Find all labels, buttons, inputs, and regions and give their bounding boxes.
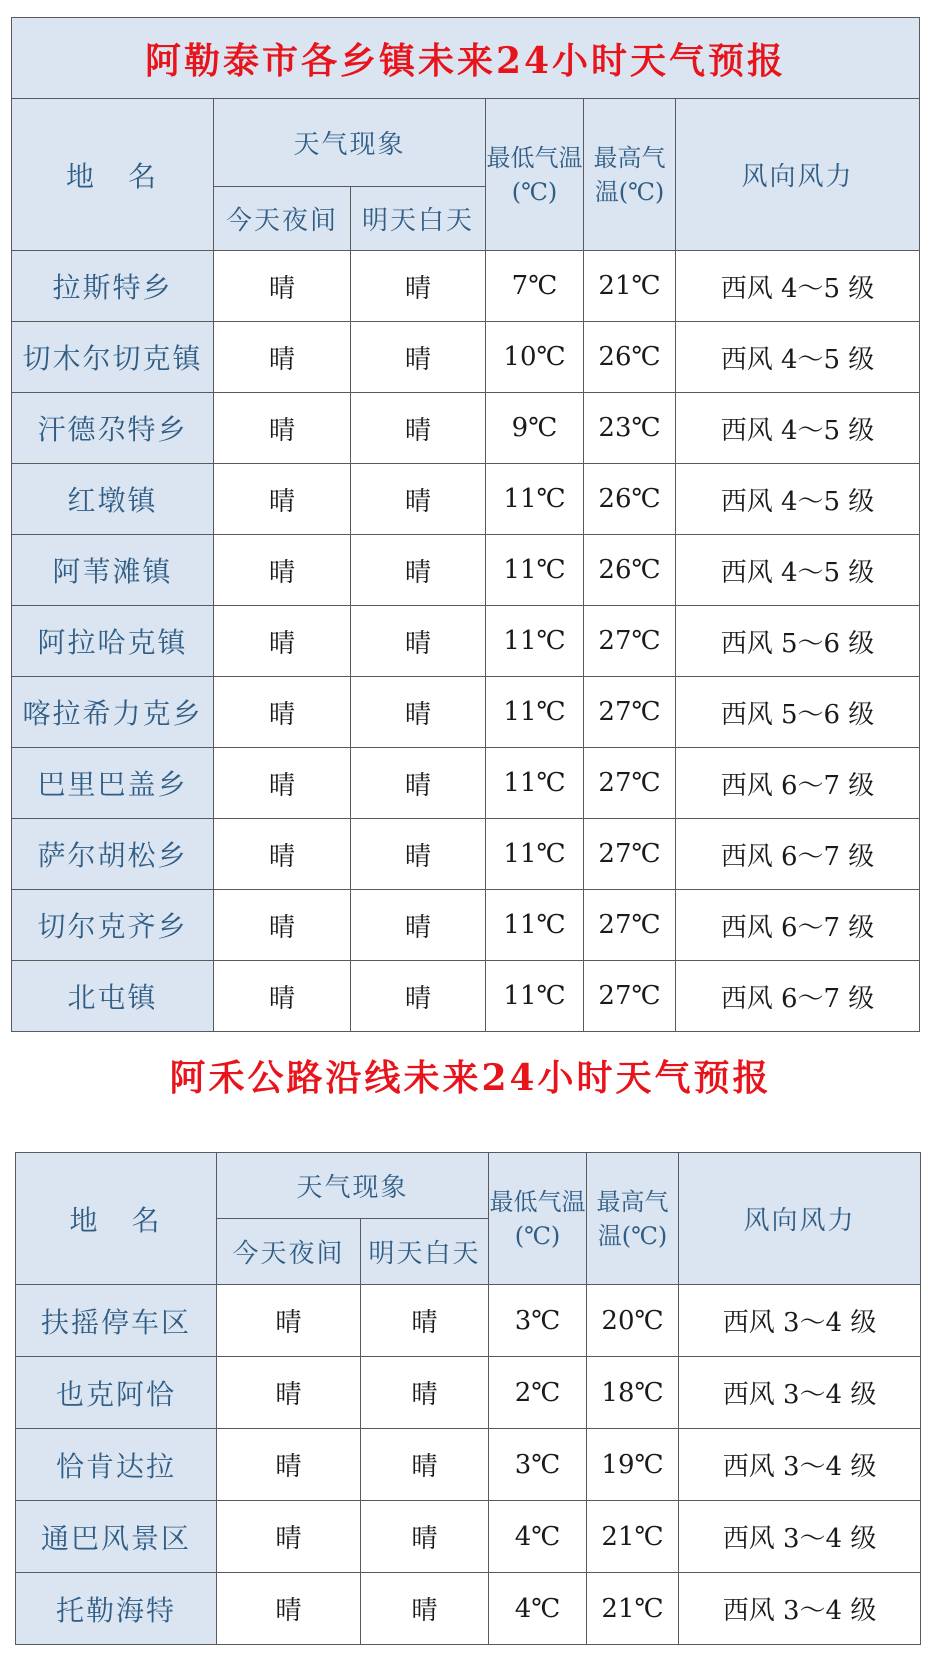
wind-cell: 西风 6～7 级	[676, 890, 920, 961]
place-name-cell: 阿苇滩镇	[12, 535, 214, 606]
min-temp-cell: 11℃	[486, 677, 584, 748]
tomorrow-weather-cell: 晴	[351, 464, 486, 535]
header-place: 地 名	[12, 99, 214, 251]
tomorrow-weather-cell: 晴	[351, 393, 486, 464]
table-row	[12, 251, 920, 322]
wind-cell: 西风 6～7 级	[676, 961, 920, 1032]
tonight-weather-cell: 晴	[217, 1285, 361, 1357]
table-row	[16, 1357, 921, 1429]
highway-forecast-title: 阿禾公路沿线未来24小时天气预报	[169, 1057, 772, 1099]
place-name-cell: 通巴风景区	[16, 1501, 217, 1573]
min-temp-cell: 11℃	[486, 606, 584, 677]
max-temp-cell: 26℃	[584, 322, 676, 393]
wind-cell: 西风 3～4 级	[679, 1501, 921, 1573]
township-forecast-table	[11, 17, 920, 1032]
place-name-cell: 萨尔胡松乡	[12, 819, 214, 890]
tonight-weather-cell: 晴	[214, 535, 351, 606]
min-temp-cell: 9℃	[486, 393, 584, 464]
tonight-weather-cell: 晴	[214, 890, 351, 961]
wind-cell: 西风 6～7 级	[676, 819, 920, 890]
place-name-cell: 北屯镇	[12, 961, 214, 1032]
wind-cell: 西风 3～4 级	[679, 1429, 921, 1501]
place-name-cell: 喀拉希力克乡	[12, 677, 214, 748]
tonight-weather-cell: 晴	[214, 819, 351, 890]
header-min-temp: 最低气温(℃)	[486, 99, 584, 251]
min-temp-cell: 4℃	[489, 1501, 587, 1573]
place-name-cell: 切尔克齐乡	[12, 890, 214, 961]
header-weather: 天气现象	[217, 1153, 489, 1219]
table-row	[16, 1573, 921, 1645]
table-row	[12, 677, 920, 748]
highway-rows	[16, 1285, 921, 1645]
max-temp-cell: 26℃	[584, 464, 676, 535]
wind-cell: 西风 4～5 级	[676, 251, 920, 322]
wind-cell: 西风 3～4 级	[679, 1285, 921, 1357]
max-temp-cell: 18℃	[587, 1357, 679, 1429]
table-row	[12, 890, 920, 961]
place-name-cell: 红墩镇	[12, 464, 214, 535]
wind-cell: 西风 5～6 级	[676, 606, 920, 677]
tonight-weather-cell: 晴	[217, 1357, 361, 1429]
min-temp-cell: 4℃	[489, 1573, 587, 1645]
min-temp-cell: 11℃	[486, 961, 584, 1032]
wind-cell: 西风 4～5 级	[676, 393, 920, 464]
header-place: 地 名	[16, 1153, 217, 1285]
table-row	[12, 322, 920, 393]
table-row	[16, 1501, 921, 1573]
table-row	[12, 464, 920, 535]
header-tonight: 今天夜间	[214, 187, 351, 251]
tomorrow-weather-cell: 晴	[351, 819, 486, 890]
tonight-weather-cell: 晴	[214, 322, 351, 393]
min-temp-cell: 11℃	[486, 748, 584, 819]
max-temp-cell: 27℃	[584, 748, 676, 819]
wind-cell: 西风 4～5 级	[676, 464, 920, 535]
tomorrow-weather-cell: 晴	[361, 1357, 489, 1429]
tomorrow-weather-cell: 晴	[361, 1429, 489, 1501]
wind-cell: 西风 4～5 级	[676, 535, 920, 606]
wind-cell: 西风 3～4 级	[679, 1357, 921, 1429]
header-max-temp: 最高气温(℃)	[584, 99, 676, 251]
place-name-cell: 切木尔切克镇	[12, 322, 214, 393]
tomorrow-weather-cell: 晴	[361, 1573, 489, 1645]
tonight-weather-cell: 晴	[214, 251, 351, 322]
place-name-cell: 拉斯特乡	[12, 251, 214, 322]
table-row	[12, 393, 920, 464]
place-name-cell: 托勒海特	[16, 1573, 217, 1645]
place-name-cell: 也克阿恰	[16, 1357, 217, 1429]
wind-cell: 西风 6～7 级	[676, 748, 920, 819]
max-temp-cell: 20℃	[587, 1285, 679, 1357]
max-temp-cell: 27℃	[584, 961, 676, 1032]
table-row	[12, 748, 920, 819]
max-temp-cell: 27℃	[584, 890, 676, 961]
min-temp-cell: 3℃	[489, 1429, 587, 1501]
place-name-cell: 阿拉哈克镇	[12, 606, 214, 677]
tomorrow-weather-cell: 晴	[351, 890, 486, 961]
max-temp-cell: 27℃	[584, 677, 676, 748]
header-tomorrow-day: 明天白天	[361, 1219, 489, 1285]
max-temp-cell: 21℃	[587, 1573, 679, 1645]
wind-cell: 西风 4～5 级	[676, 322, 920, 393]
tonight-weather-cell: 晴	[217, 1429, 361, 1501]
tomorrow-weather-cell: 晴	[351, 748, 486, 819]
table-title: 阿勒泰市各乡镇未来24小时天气预报	[12, 18, 920, 99]
header-max-temp: 最高气温(℃)	[587, 1153, 679, 1285]
wind-cell: 西风 3～4 级	[679, 1573, 921, 1645]
min-temp-cell: 7℃	[486, 251, 584, 322]
max-temp-cell: 27℃	[584, 606, 676, 677]
tomorrow-weather-cell: 晴	[361, 1285, 489, 1357]
township-rows	[12, 251, 920, 1032]
tomorrow-weather-cell: 晴	[351, 606, 486, 677]
highway-forecast-table	[15, 1152, 921, 1645]
header-wind: 风向风力	[679, 1153, 921, 1285]
tonight-weather-cell: 晴	[217, 1501, 361, 1573]
tonight-weather-cell: 晴	[214, 961, 351, 1032]
place-name-cell: 巴里巴盖乡	[12, 748, 214, 819]
min-temp-cell: 11℃	[486, 890, 584, 961]
max-temp-cell: 23℃	[584, 393, 676, 464]
table-row	[16, 1285, 921, 1357]
tomorrow-weather-cell: 晴	[361, 1501, 489, 1573]
min-temp-cell: 10℃	[486, 322, 584, 393]
table-row	[12, 819, 920, 890]
tonight-weather-cell: 晴	[214, 677, 351, 748]
table-row	[12, 961, 920, 1032]
max-temp-cell: 19℃	[587, 1429, 679, 1501]
max-temp-cell: 21℃	[584, 251, 676, 322]
table-row	[12, 535, 920, 606]
tomorrow-weather-cell: 晴	[351, 677, 486, 748]
place-name-cell: 恰肯达拉	[16, 1429, 217, 1501]
tonight-weather-cell: 晴	[214, 748, 351, 819]
min-temp-cell: 3℃	[489, 1285, 587, 1357]
max-temp-cell: 27℃	[584, 819, 676, 890]
min-temp-cell: 11℃	[486, 535, 584, 606]
tomorrow-weather-cell: 晴	[351, 251, 486, 322]
place-name-cell: 扶摇停车区	[16, 1285, 217, 1357]
header-min-temp: 最低气温(℃)	[489, 1153, 587, 1285]
min-temp-cell: 2℃	[489, 1357, 587, 1429]
place-name-cell: 汗德尕特乡	[12, 393, 214, 464]
tomorrow-weather-cell: 晴	[351, 322, 486, 393]
max-temp-cell: 21℃	[587, 1501, 679, 1573]
min-temp-cell: 11℃	[486, 819, 584, 890]
tonight-weather-cell: 晴	[214, 393, 351, 464]
min-temp-cell: 11℃	[486, 464, 584, 535]
tonight-weather-cell: 晴	[214, 606, 351, 677]
tonight-weather-cell: 晴	[214, 464, 351, 535]
header-weather: 天气现象	[214, 99, 486, 187]
max-temp-cell: 26℃	[584, 535, 676, 606]
header-wind: 风向风力	[676, 99, 920, 251]
tomorrow-weather-cell: 晴	[351, 535, 486, 606]
header-tonight: 今天夜间	[217, 1219, 361, 1285]
tonight-weather-cell: 晴	[217, 1573, 361, 1645]
table-row	[16, 1429, 921, 1501]
table-row	[12, 606, 920, 677]
wind-cell: 西风 5～6 级	[676, 677, 920, 748]
tomorrow-weather-cell: 晴	[351, 961, 486, 1032]
header-tomorrow-day: 明天白天	[351, 187, 486, 251]
